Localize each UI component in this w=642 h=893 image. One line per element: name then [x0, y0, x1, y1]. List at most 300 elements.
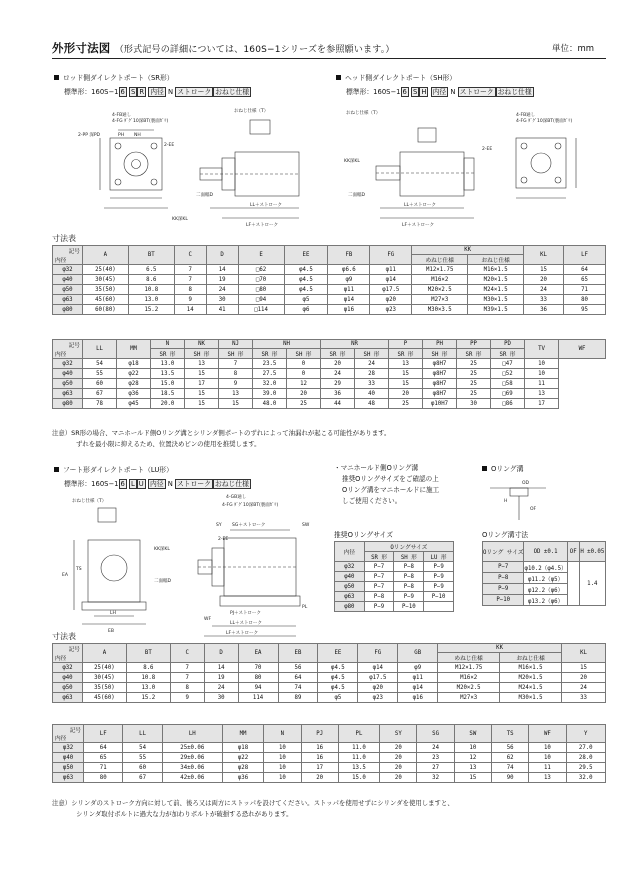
table-cell: φ63 [53, 773, 84, 783]
sh-model-code: 標準形：160S−1 6 S H 内径 N ストローク おねじ仕様 [346, 88, 532, 96]
table-cell: 42±0.06 [162, 773, 222, 783]
table-cell: 11.0 [338, 753, 379, 763]
table-cell: 10 [525, 359, 559, 369]
table-cell: 67 [83, 389, 117, 399]
sh-drawing [340, 100, 606, 232]
lu-label-gb: 4-GB通し [226, 495, 247, 500]
table-cell: 32 [417, 773, 454, 783]
svg-text:H: H [504, 499, 508, 504]
sr-label-t: おねじ仕様（T） [234, 109, 269, 114]
table-cell: P−8 [394, 562, 424, 572]
table-cell: 32.0 [253, 379, 287, 389]
table-cell: φ17.5 [370, 285, 412, 295]
table-cell: 20 [287, 389, 321, 399]
lu-label-kk: KK深KL [154, 547, 170, 552]
table-cell: 13 [389, 359, 423, 369]
table-cell: φ20 [358, 683, 398, 693]
table-cell: 10 [529, 753, 566, 763]
table-cell: 24 [562, 683, 606, 693]
table-cell: 74 [491, 763, 528, 773]
table-cell: □47 [491, 359, 525, 369]
table-cell: 9 [219, 379, 253, 389]
table-cell: 25 [457, 389, 491, 399]
table-cell: 28 [355, 369, 389, 379]
table-cell: φ36 [222, 773, 263, 783]
table-cell: 10 [529, 743, 566, 753]
table-cell: 15.2 [128, 305, 174, 315]
sr-label-ll: LL＋ストローク [250, 203, 283, 208]
table-cell: □62 [238, 265, 284, 275]
table-cell: 114 [238, 693, 278, 703]
table-cell: □86 [491, 399, 525, 409]
table-cell: M30×1.5 [500, 693, 562, 703]
table-cell: M12×1.75 [412, 265, 468, 275]
table-cell: 45(60) [82, 693, 126, 703]
table-cell: 29.5 [566, 763, 605, 773]
table-row [53, 743, 606, 753]
table-cell: 15 [562, 663, 606, 673]
table-cell: 23.5 [253, 359, 287, 369]
manifold-title: ・マニホールド側Oリング溝 [334, 464, 419, 472]
lu-label-t: おねじ仕様（T） [72, 499, 107, 504]
table-row [335, 592, 454, 602]
table-cell: 16 [301, 743, 338, 753]
sh-label-lf: LF＋ストローク [402, 223, 435, 228]
table-row [53, 379, 606, 389]
table-cell: M39×1.5 [468, 305, 524, 315]
table3-title: 寸法表 [52, 632, 76, 641]
table-cell: 35(50) [82, 683, 126, 693]
table-cell: 80 [564, 295, 606, 305]
table-cell: 11.0 [338, 743, 379, 753]
sh-label-fg: 4-FG ﾀﾞｸﾞ10深BT(裏面ｶﾞﾘ) [516, 119, 573, 124]
sh-label-ll: LL＋ストローク [404, 203, 437, 208]
table-cell: 67 [123, 773, 162, 783]
table-row [53, 285, 606, 295]
table-cell: 94 [238, 683, 278, 693]
table-cell: M20×2.5 [412, 285, 468, 295]
oring-dim-title: Oリング溝寸法 [482, 531, 528, 539]
table-cell: 10 [264, 743, 301, 753]
table-cell: □114 [238, 305, 284, 315]
table-cell: 13.5 [151, 369, 185, 379]
table-cell: M27×3 [438, 693, 500, 703]
table-cell: φ9 [328, 275, 370, 285]
table-row [53, 265, 606, 275]
table4-body [53, 743, 606, 783]
table-cell: 24 [417, 743, 454, 753]
table-cell: 62 [491, 753, 528, 763]
table-row [53, 663, 606, 673]
manifold-size-body [335, 562, 454, 612]
table-cell: 33 [562, 693, 606, 703]
table-cell: 30 [206, 295, 238, 305]
table-cell: 56 [491, 743, 528, 753]
table-cell: φ63 [53, 693, 83, 703]
table-cell: 54 [83, 359, 117, 369]
sh-label-ee: 2-EE [482, 147, 493, 152]
svg-text:OF: OF [530, 507, 537, 512]
table-cell: φ16 [328, 305, 370, 315]
table1: 記号 内径 A BT C D E EE FB FG KK KL LF めねじ仕様 おねじ仕様 φ32 25(40) 6.5 7 14 □62 φ4.5 φ6.6 φ11 M12×1.75 M16×1.5 15 64 φ40 30(45) 8.6 7 19 □70 φ4.5 φ9 φ14 M16×2 M20×1.5 20 65 φ50 35(50) 10.8 8 24 □80 φ4.5 φ11 φ17.5 M20×2.5 M24×1.5 24 71 φ63 45(60) 13.0 9 30 □94 φ5 φ14 φ20 M27×3 M30×1.5 33 80 φ80 60(80) 15.2 14 41 □114 φ6 φ16 φ23 M30×3.5 M39×1.5 36 95 [52, 245, 606, 315]
table-cell: 20 [380, 743, 417, 753]
table-cell: 15.0 [338, 773, 379, 783]
table-cell: φ63 [53, 389, 83, 399]
table-cell: 25 [457, 369, 491, 379]
oring-groove-drawing [486, 476, 556, 524]
table-cell: φ23 [370, 305, 412, 315]
table-cell: P−9 [424, 582, 454, 592]
sr-label-nh: NH [134, 133, 141, 138]
sr-label-d: 二面幅D [196, 193, 213, 198]
table-cell: φ18 [117, 359, 151, 369]
table-cell: φ50 [335, 582, 365, 592]
table-cell: M24×1.5 [500, 683, 562, 693]
table-cell: M16×1.5 [500, 663, 562, 673]
table-cell: M16×2 [412, 275, 468, 285]
table-cell: 95 [564, 305, 606, 315]
table-cell: φ28 [117, 379, 151, 389]
table-cell: φ40 [335, 572, 365, 582]
table-cell: 0 [287, 369, 321, 379]
lu-label-sw: SW [302, 523, 310, 528]
table-cell: 45(60) [82, 295, 128, 305]
table-cell: φ40 [53, 369, 83, 379]
table-cell: 36 [524, 305, 564, 315]
lu-label-fg: 4-FG ﾀﾞｸﾞ10深BT(裏面ｶﾞﾘ) [222, 503, 279, 508]
table-cell: M20×1.5 [500, 673, 562, 683]
table-cell: 24 [524, 285, 564, 295]
sr-model-code: 標準形：160S−1 6 S R 内径 N ストローク おねじ仕様 [64, 88, 250, 96]
table-cell: 20 [524, 275, 564, 285]
table-cell: φ32 [53, 265, 83, 275]
table-cell: φ32 [53, 743, 84, 753]
table-cell: 19 [204, 673, 238, 683]
table-cell: P−10 [394, 602, 424, 612]
lu-section-title: フート形ダイレクトポート（LU形） [54, 464, 173, 474]
table-cell: φ45 [117, 399, 151, 409]
table-cell: P−8 [394, 572, 424, 582]
table-row [53, 369, 606, 379]
table-cell: □94 [238, 295, 284, 305]
table4: 記号 内径 LF LL LH MM N PJ PL SY SG SW TS WF Y φ32 64 54 25±0.06 φ18 10 16 11.0 20 24 10 56 10 27.0 φ40 65 55 29±0.06 φ22 10 16 11.0 20 23 12 62 10 28.0 φ50 71 60 34±0.06 φ28 10 17 13.5 20 27 13 74 11 29.5 φ63 80 67 42±0.06 φ36 10 20 15.0 20 32 15 90 13 32.0 [52, 724, 606, 783]
table-cell: φ80 [335, 602, 365, 612]
table-cell: P−9 [424, 562, 454, 572]
table-cell: 33 [355, 379, 389, 389]
table-cell: φ50 [53, 285, 83, 295]
table-cell: 41 [206, 305, 238, 315]
table-cell: 60 [123, 763, 162, 773]
oring-dim-table: Oリング サイズ OD ±0.1 OF H ±0.05 P−7 φ10.2（φ4.5） 1.4 P−8 φ11.2（φ5） P−9 φ12.2（φ6） P−10 φ13.2（φ6） [482, 541, 606, 606]
table-cell: 13 [525, 389, 559, 399]
table-cell: 13.0 [126, 683, 170, 693]
lu-label-pl: PL [302, 605, 308, 610]
table-cell: P−9 [424, 572, 454, 582]
table-cell: 27.5 [253, 369, 287, 379]
manifold-block: ・マニホールド側Oリング溝 推奨Oリングサイズをご確認の上 Oリング溝をマニホールドに施工 しご使用ください。 [334, 464, 440, 505]
table-cell: 13.0 [128, 295, 174, 305]
table-cell: M30×1.5 [468, 295, 524, 305]
table-cell: 13 [185, 359, 219, 369]
table-cell: 14 [204, 663, 238, 673]
table-cell: 20 [301, 773, 338, 783]
table-cell: 20 [389, 389, 423, 399]
table-cell: P−10 [424, 592, 454, 602]
table2-body [53, 359, 606, 409]
table-row [53, 275, 606, 285]
table-row [53, 763, 606, 773]
table-cell: 25 [389, 399, 423, 409]
lu-model-code: 標準形：160S−1 6 L U 内径 N ストローク おねじ仕様 [64, 480, 249, 488]
table1-body [53, 265, 606, 315]
table-cell: φ17.5 [358, 673, 398, 683]
table-cell: 15 [185, 399, 219, 409]
table-cell: M30×3.5 [412, 305, 468, 315]
table-row [53, 305, 606, 315]
lu-label-sy: SY [216, 523, 222, 528]
lu-label-eb: EB [108, 629, 114, 634]
lu-label-ts: TS [76, 567, 82, 572]
table-cell: 48.0 [253, 399, 287, 409]
table-cell: φ40 [53, 673, 83, 683]
table-cell: 15 [389, 379, 423, 389]
table-cell: 80 [238, 673, 278, 683]
table-cell: 10 [454, 743, 491, 753]
table-cell: 9 [170, 693, 204, 703]
table-cell: 25(40) [82, 663, 126, 673]
table-cell: 15 [454, 773, 491, 783]
lu-label-pj: PJ＋ストローク [230, 611, 262, 616]
sr-drawing [60, 100, 326, 232]
table3: 記号 内径 A BT C D EA EB EE FG GB KK KL めねじ仕様 おねじ仕様 φ32 25(40) 8.6 7 14 70 56 φ4.5 φ14 φ9 M12×1.75 M16×1.5 15 φ40 30(45) 10.8 7 19 80 64 φ4.5 φ17.5 φ11 M16×2 M20×1.5 20 φ50 35(50) 13.0 8 24 94 74 φ4.5 φ20 φ14 M20×2.5 M24×1.5 24 φ63 45(60) 15.2 9 30 114 89 φ5 φ23 φ16 M27×3 M30×1.5 33 [52, 643, 606, 703]
table-cell: 24 [355, 359, 389, 369]
sr-label-fg: 4-FG ﾀﾞｸﾞ10深BT(裏面ｶﾞﾘ) [112, 119, 169, 124]
table-cell: 64 [564, 265, 606, 275]
table-cell: 24 [206, 285, 238, 295]
table-cell: □52 [491, 369, 525, 379]
table-cell: M12×1.75 [438, 663, 500, 673]
sh-label-t: おねじ仕様（T） [346, 111, 381, 116]
table-cell: 32.0 [566, 773, 605, 783]
lu-drawing [54, 490, 334, 642]
table-cell: φ36 [117, 389, 151, 399]
table-cell: 25±0.06 [162, 743, 222, 753]
lu-label-ea: EA [62, 573, 68, 578]
table-cell: 28.0 [566, 753, 605, 763]
table-cell: M20×1.5 [468, 275, 524, 285]
sh-label-fb: 4-FB通し [516, 113, 536, 118]
table-cell: 90 [491, 773, 528, 783]
table-cell: M20×2.5 [438, 683, 500, 693]
lu-label-d: 二面幅D [154, 579, 171, 584]
table-cell: 20 [321, 359, 355, 369]
table-cell: 13 [529, 773, 566, 783]
table-cell: 27 [417, 763, 454, 773]
table-cell: 30(45) [82, 673, 126, 683]
manifold-size-title: 推奨Oリングサイズ [334, 531, 394, 539]
table-cell: M16×1.5 [468, 265, 524, 275]
table-cell: φ23 [358, 693, 398, 703]
table-cell: 12 [454, 753, 491, 763]
table-row [53, 295, 606, 305]
table-cell: 71 [564, 285, 606, 295]
lu-label-ll: LL＋ストローク [230, 621, 263, 626]
table-cell: 74 [278, 683, 318, 693]
table-cell: 39.0 [253, 389, 287, 399]
table-cell: □80 [238, 285, 284, 295]
table-cell: 29 [321, 379, 355, 389]
sh-label-d: 二面幅D [348, 193, 365, 198]
table-row [335, 582, 454, 592]
table-cell: 14 [206, 265, 238, 275]
table-cell: 40 [355, 389, 389, 399]
table-cell: φ20 [370, 295, 412, 305]
table-cell: 65 [564, 275, 606, 285]
table1-title: 寸法表 [52, 234, 76, 243]
table-cell: 15 [389, 369, 423, 379]
table-cell: φ32 [335, 562, 365, 572]
table-cell: φ6 [284, 305, 328, 315]
table-row [335, 602, 454, 612]
table-cell: φ9 [398, 663, 438, 673]
table-cell: P−9 [394, 592, 424, 602]
svg-text:OD: OD [522, 481, 530, 486]
table-cell: 7 [170, 673, 204, 683]
manifold-size-table: 内径 Oリングサイズ SR 形 SH 形 LU 形 φ32 P−7 P−8 P−9 φ40 P−7 P−8 P−9 φ50 P−7 P−8 P−9 φ63 P−8 P−9 P−10 φ80 P−9 P−10 [334, 541, 454, 612]
table-cell: 89 [278, 693, 318, 703]
table-cell: φ50 [53, 379, 83, 389]
table-cell: 13 [219, 389, 253, 399]
table-cell: 64 [278, 673, 318, 683]
table-cell: φ4.5 [318, 683, 358, 693]
table-row [53, 773, 606, 783]
table-row [53, 753, 606, 763]
table-cell: 54 [123, 743, 162, 753]
sr-section-title: ロッド側ダイレクトポート（SR形） [54, 72, 174, 82]
table-cell: 33 [524, 295, 564, 305]
table-cell: 24 [321, 369, 355, 379]
table-cell: 13.5 [338, 763, 379, 773]
page-title: 外形寸法図 （形式記号の詳細については、160S−1シリーズを参照願います。） [52, 41, 395, 55]
table-cell: 25 [287, 399, 321, 409]
table-cell: 34±0.06 [162, 763, 222, 773]
table-cell: φ50 [53, 683, 83, 693]
table-cell: P−9 [364, 602, 394, 612]
table-cell: 14 [174, 305, 206, 315]
table-cell: 20 [380, 763, 417, 773]
title-rule [52, 58, 606, 59]
sr-label-kk: KK深KL [172, 217, 188, 222]
table-cell: P−8 [364, 592, 394, 602]
table-cell: φ11 [398, 673, 438, 683]
table-row [53, 389, 606, 399]
table-cell: 71 [84, 763, 123, 773]
sr-label-ee: 2-EE [164, 143, 175, 148]
table-cell: 10.8 [128, 285, 174, 295]
note1: 注意）SR形の場合、マニホールド側Oリング溝とシリンダ側ポートのずれによって油漏れが起こる可能性があります。 ずれを最小限に抑えるため、位置決めピンの使用を推奨します。 [52, 429, 391, 448]
table-cell: 44 [321, 399, 355, 409]
table-row [53, 673, 606, 683]
table3-body [53, 663, 606, 703]
table-cell: 23 [417, 753, 454, 763]
table-cell: 25 [457, 379, 491, 389]
table-cell: 64 [84, 743, 123, 753]
table-cell: φ16 [398, 693, 438, 703]
lu-label-wf: WF [204, 617, 212, 622]
table-cell: □70 [238, 275, 284, 285]
table-cell: 13 [454, 763, 491, 773]
table-cell: P−8 [394, 582, 424, 592]
page-subtitle: （形式記号の詳細については、160S−1シリーズを参照願います。） [114, 45, 395, 55]
table-cell: φ6.6 [328, 265, 370, 275]
lu-label-lf: LF＋ストローク [226, 631, 259, 636]
table-cell: 25(40) [82, 265, 128, 275]
table-cell: 12 [287, 379, 321, 389]
table-cell: φ11 [328, 285, 370, 295]
table-cell: φ11 [370, 265, 412, 275]
table-cell: 7 [170, 663, 204, 673]
table-cell: φ14 [358, 663, 398, 673]
table-cell: 17 [301, 763, 338, 773]
table-cell: 24 [204, 683, 238, 693]
table-cell: 7 [219, 359, 253, 369]
sr-label-pp: 2-PP 深PD [78, 133, 101, 138]
table-cell: φ14 [328, 295, 370, 305]
table-cell: 9 [174, 295, 206, 305]
note2: 注意）シリンダのストローク方向に対して前、後ろ又は両方にストッパを設けてください。ストッパを使用せずにシリンダを使用しますと、 シリンダ取付ボルトに過大な力が加わりボルトが破損する恐れがあります。 [52, 799, 454, 818]
table-cell: φ18 [222, 743, 263, 753]
table-cell: φ32 [53, 359, 83, 369]
table-cell: φ5 [318, 693, 358, 703]
table-cell: 17 [525, 399, 559, 409]
table-cell: 16 [301, 753, 338, 763]
table-cell: 8.6 [128, 275, 174, 285]
table-cell: φ40 [53, 753, 84, 763]
table-cell: φ14 [398, 683, 438, 693]
table-cell: 78 [83, 399, 117, 409]
table-row [53, 683, 606, 693]
table-cell: 10 [264, 773, 301, 783]
table-cell: 6.5 [128, 265, 174, 275]
table-cell: 19 [206, 275, 238, 285]
table-cell: 35(50) [82, 285, 128, 295]
table-cell: φ22 [117, 369, 151, 379]
table-cell: 15 [185, 389, 219, 399]
table-row [53, 693, 606, 703]
table-cell: 15 [185, 369, 219, 379]
table-cell: φ4.5 [318, 663, 358, 673]
table-cell: 30 [457, 399, 491, 409]
table-cell: 11 [529, 763, 566, 773]
table-cell: 20 [562, 673, 606, 683]
table-cell: φ50 [53, 763, 84, 773]
table-cell: φ8H7 [423, 379, 457, 389]
table-cell: 70 [238, 663, 278, 673]
table-cell: 10 [264, 763, 301, 773]
table-cell: 30(45) [82, 275, 128, 285]
table-cell: 8 [170, 683, 204, 693]
table-cell: 25 [457, 359, 491, 369]
table-cell: 10.8 [126, 673, 170, 683]
table-cell: 10 [525, 369, 559, 379]
table-cell: φ8H7 [423, 359, 457, 369]
table-cell: 65 [84, 753, 123, 763]
table-cell: φ40 [53, 275, 83, 285]
table-cell: φ4.5 [284, 285, 328, 295]
table-cell: φ5 [284, 295, 328, 305]
table-cell: 18.5 [151, 389, 185, 399]
table-cell: M24×1.5 [468, 285, 524, 295]
